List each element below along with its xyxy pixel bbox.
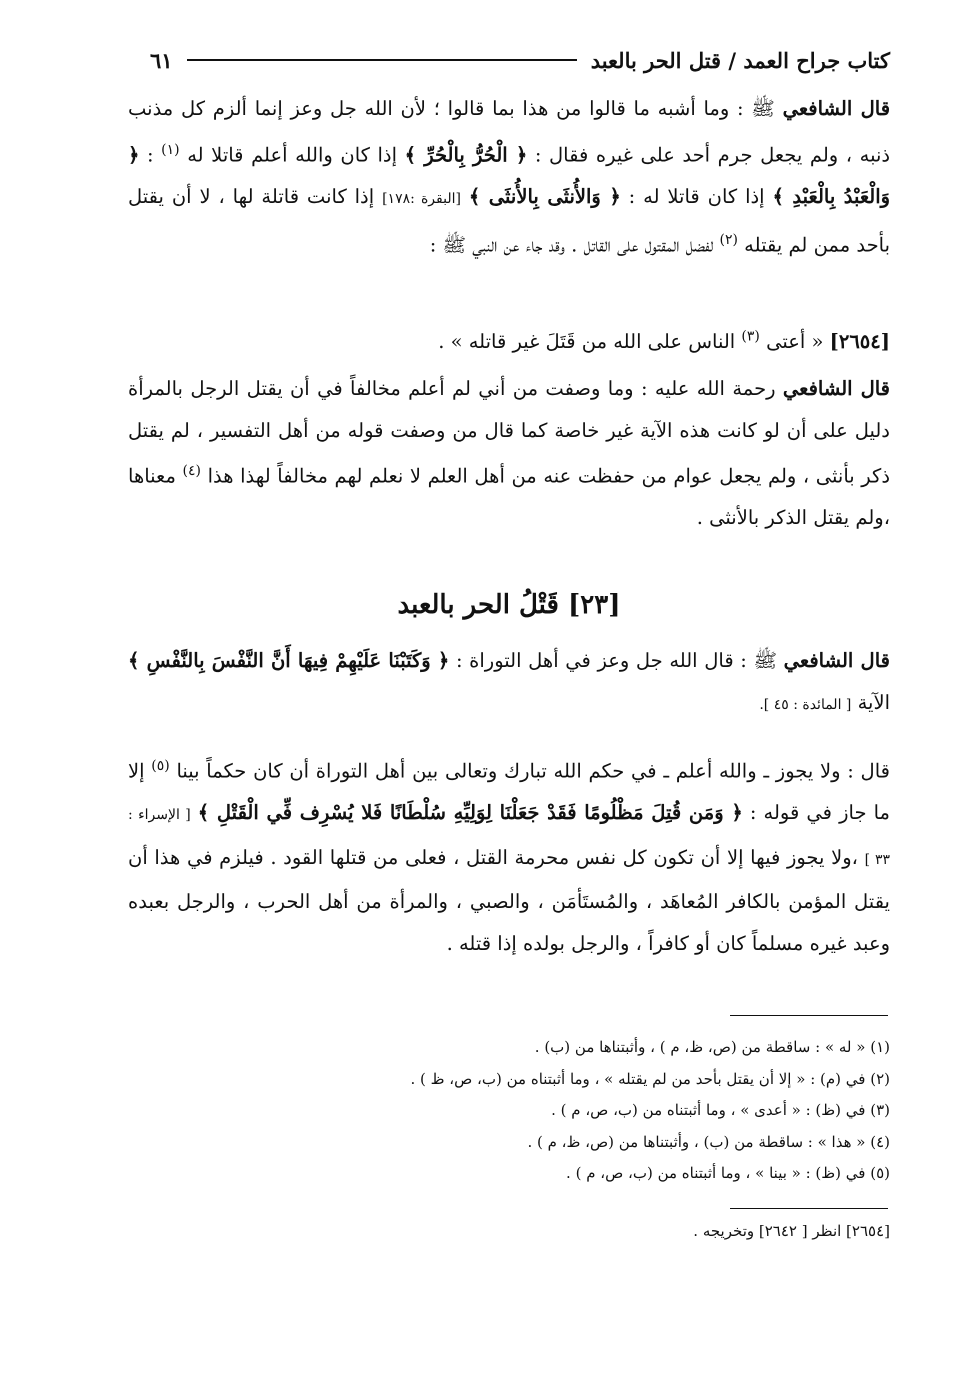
quran-quote: ﴿ وَمَن قُتِلَ مَظْلُومًا فَقَدْ جَعَلْنَا لِوَلِيِّهِ سُلْطَانًا فَلا يُسْرِف فِّي الْقَتْلِ ﴾ xyxy=(197,801,743,824)
honorific: ﷺ xyxy=(751,97,775,120)
footnote-separator xyxy=(730,1015,888,1016)
footnote-item: (٤) « هذا » : ساقطة من (ب) ، وأثبتناها من (ص، ظ، م ) . xyxy=(527,1132,890,1151)
paragraph-shafii-3 xyxy=(128,640,890,726)
paragraph-qala xyxy=(128,746,890,964)
text: : قال الله جل وعز في أهل التوراة : xyxy=(455,649,747,672)
text: حكماً بينا xyxy=(176,759,247,783)
footnote-item: (٢) في (م) : « إلا أن يقتل بأحد من لم يقتله » ، وما أثبتناه من (ب، ص، ظ ) . xyxy=(410,1069,890,1088)
footnote-marker: (٥) xyxy=(151,758,170,774)
text: قتلها القود . فيلزم في هذا أن يقتل المؤمن بالكافر المُعاهَد ، والمُستَأمَن ، والصبي ، xyxy=(128,845,890,913)
text: الآية xyxy=(857,690,890,714)
text: : وما أشبه ما قالوا من هذا بما قالوا ؛ لأن الله جل وعز إنما ألزم xyxy=(212,97,744,120)
speaker-name: قال الشافعي xyxy=(783,649,890,672)
text: والمرأة من أهل الحرب ، والرجل بعبده وعبد غيره مسلماً كان أو كافراً ، والرجل بولده xyxy=(128,890,890,955)
verse-reference: [البقرة :١٧٨] xyxy=(382,190,461,207)
reference-separator xyxy=(730,1208,888,1209)
text: إذا كان قاتلا له : xyxy=(628,184,765,208)
text: إذا xyxy=(354,184,375,208)
text: كانت قاتلة لها ، لا أن يقتل بأحد ممن لم يقتله xyxy=(128,184,890,257)
footnote-item: (٥) في (ظ) : « بينا » ، وما أثبتناه من (ب، ص، م ) . xyxy=(566,1164,890,1182)
hadith-text: « أعتى xyxy=(766,329,824,353)
paragraph-shafii-2 xyxy=(128,368,890,539)
paragraph-shafii-1 xyxy=(128,88,890,266)
text: أعلم قاتلا له xyxy=(187,143,288,166)
footnote-marker: (١) xyxy=(161,141,180,158)
running-header xyxy=(150,40,890,80)
quran-quote: ﴿ وَالأُنثَى بِالأُنثَى ﴾ xyxy=(468,184,621,208)
header-rule xyxy=(187,59,577,61)
text: قال : ولا يجوز ـ والله أعلم ـ في حكم الله تبارك وتعالى بين أهل التوراة أن كان xyxy=(253,759,890,783)
text: : xyxy=(147,143,154,166)
text: ،ولا يجوز فيها إلا أن تكون كل نفس محرمة القتل ، فعلى من xyxy=(373,845,858,869)
speaker-name: قال الشافعي xyxy=(782,97,891,120)
text: إذا قتله . xyxy=(446,931,517,955)
hadith-text: الناس على الله من قَتَلَ غير قاتله » . xyxy=(438,329,736,353)
verse-reference: [ المائدة : ٤٥ ]. xyxy=(759,696,852,713)
text: كل مذنب ذنبه ، ولم يجعل جرم أحد على غيره فقال : xyxy=(128,97,891,166)
footnotes xyxy=(300,1032,890,1190)
text: إذا كان والله xyxy=(295,143,398,166)
text: الرجل بالمرأة دليل على أن لو كانت هذه الآية غير خاصة كما قال من وصفت قوله من xyxy=(128,377,890,442)
quran-quote: ﴿ الْحُرُّ بِالْحُرِّ ﴾ xyxy=(404,143,528,166)
footnote-marker: (٢) xyxy=(719,232,738,248)
text: عن النبي ﷺ : xyxy=(429,233,520,257)
section-heading: [٢٣] قَتْلُ الحر بالعبد xyxy=(397,590,621,620)
page-number: ٦١ xyxy=(150,47,173,73)
verse-reference: [ الإسراء : ٣٣ ] xyxy=(128,807,890,868)
honorific: ﷺ xyxy=(753,649,778,672)
footnote-item: (٣) في (ظ) : « أعدى » ، وما أثبتناه من (ب، ص، م ) . xyxy=(551,1101,890,1119)
speaker-name: قال الشافعي xyxy=(782,377,890,400)
hadith-entry xyxy=(128,316,890,362)
text: نعلم لهم مخالفاً لهذا هذا xyxy=(207,464,404,488)
text: معناها ،ولم يقتل الذكر بالأنثى . xyxy=(128,464,890,529)
footnote-marker: (٤) xyxy=(182,463,201,479)
text: أهل التفسير ، لم يقتل ذكر بأنثى ، ولم يجعل عوام من حفظت عنه من أهل العلم لا xyxy=(128,418,891,488)
text: لفضل المقتول على القاتل . وقد جاء xyxy=(525,233,714,257)
reference-note: [٢٦٥٤] انظر [ ٢٦٤٢] وتخريجه . xyxy=(693,1222,890,1240)
hadith-number: [٢٦٥٤] xyxy=(829,329,890,353)
footnote-item: (١) « له » : ساقطة من (ص، ظ، م ) ، وأثبتناها من (ب) . xyxy=(534,1038,890,1056)
text: إلا ما جاز في قوله : xyxy=(128,759,890,824)
footnote-marker: (٣) xyxy=(741,328,760,344)
quran-quote: ﴿ وَكَتَبْنَا عَلَيْهِمْ فِيهَا أَنَّ النَّفْسَ بِالنَّفْسِ ﴾ xyxy=(128,649,450,672)
text: رحمة الله عليه : وما وصفت من أني لم أعلم مخالفاً في أن يقتل xyxy=(246,377,776,400)
quran-quote: ﴿ وَالْعَبْدُ بِالْعَبْدِ ﴾ xyxy=(128,143,891,208)
header-title: كتاب جراح العمد / قتل الحر بالعبد xyxy=(590,47,890,73)
